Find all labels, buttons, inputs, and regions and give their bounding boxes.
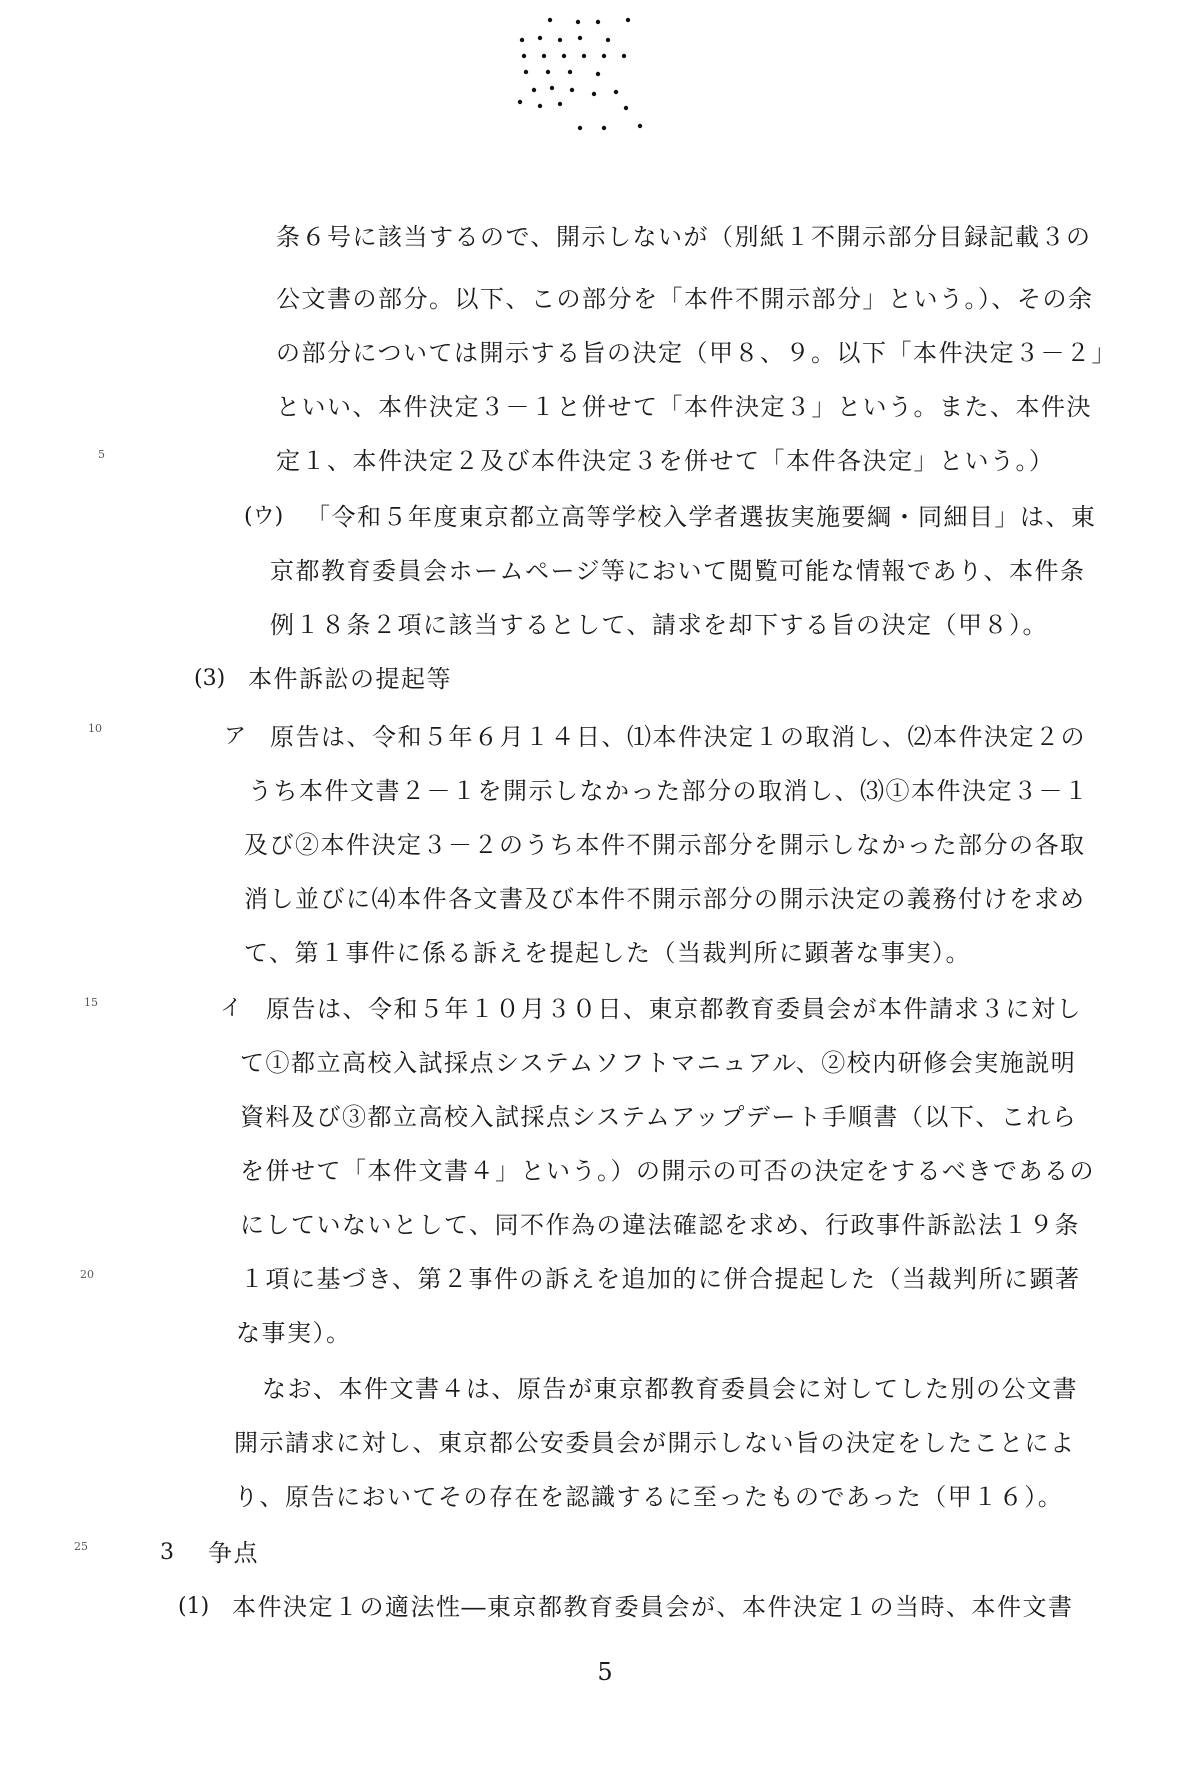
section-heading: 争点 [208, 1539, 259, 1567]
section-marker: 3 [160, 1540, 174, 1565]
line-number: 15 [84, 996, 98, 1009]
item-marker: (ウ) [244, 504, 284, 529]
text-line: 公文書の部分。以下、この部分を「本件不開示部分」という。）、その余 [276, 285, 1094, 313]
page-number: 5 [597, 1658, 613, 1686]
item-marker: イ [220, 996, 243, 1021]
text-line: 条６号に該当するので、開示しないが（別紙１不開示部分目録記載３の [276, 223, 1092, 251]
text-line: といい、本件決定３－１と併せて「本件決定３」という。また、本件決 [276, 393, 1092, 421]
punch-hole-pattern [500, 10, 700, 140]
text-line: 例１８条２項に該当するとして、請求を却下する旨の決定（甲８）。 [270, 611, 1049, 639]
text-line: 「令和５年度東京都立高等学校入学者選抜実施要綱・同細目」は、東 [306, 503, 1097, 531]
text-line: 開示請求に対し、東京都公安委員会が開示しない旨の決定をしたことによ [234, 1429, 1076, 1457]
text-line: を併せて「本件文書４」という。）の開示の可否の決定をするべきであるの [240, 1157, 1095, 1185]
section-heading: 本件訴訟の提起等 [248, 665, 452, 693]
text-line: にしていないとして、同不作為の違法確認を求め、行政事件訴訟法１９条 [240, 1211, 1081, 1239]
line-number: 20 [80, 1268, 94, 1281]
text-line: 京都教育委員会ホームページ等において閲覧可能な情報であり、本件条 [270, 557, 1086, 585]
line-number: 25 [74, 1540, 88, 1553]
text-line: て①都立高校入試採点システムソフトマニュアル、②校内研修会実施説明 [240, 1049, 1077, 1077]
text-line: の部分については開示する旨の決定（甲８、９。以下「本件決定３－２」 [276, 339, 1118, 367]
text-line: 資料及び③都立高校入試採点システムアップデート手順書（以下、これら [240, 1103, 1078, 1131]
text-line: な事実）。 [236, 1319, 352, 1347]
text-line: 定１、本件決定２及び本件決定３を併せて「本件各決定」という。） [276, 447, 1055, 475]
text-line: １項に基づき、第２事件の訴えを追加的に併合提起した（当裁判所に顕著 [240, 1265, 1081, 1293]
text-line: 消し並びに⑷本件各文書及び本件不開示部分の開示決定の義務付けを求め [244, 885, 1086, 913]
item-marker: ア [224, 724, 247, 749]
section-marker: (3) [194, 666, 226, 691]
section-marker: (1) [178, 1594, 210, 1619]
text-line: 及び②本件決定３－２のうち本件不開示部分を開示しなかった部分の各取 [244, 831, 1086, 859]
line-number: 5 [98, 448, 105, 461]
text-line: 原告は、令和５年１０月３０日、東京都教育委員会が本件請求３に対し [266, 995, 1082, 1023]
text-line: うち本件文書２－１を開示しなかった部分の取消し、⑶①本件決定３－１ [248, 777, 1090, 805]
text-line: 原告は、令和５年６月１４日、⑴本件決定１の取消し、⑵本件決定２の [270, 723, 1086, 751]
line-number: 10 [88, 722, 102, 735]
text-line: 本件決定１の適法性―東京都教育委員会が、本件決定１の当時、本件文書 [232, 1593, 1074, 1621]
text-line: なお、本件文書４は、原告が東京都教育委員会に対してした別の公文書 [262, 1375, 1078, 1403]
text-line: り、原告においてその存在を認識するに至ったものであった（甲１６）。 [234, 1483, 1064, 1511]
text-line: て、第１事件に係る訴えを提起した（当裁判所に顕著な事実）。 [244, 939, 972, 967]
